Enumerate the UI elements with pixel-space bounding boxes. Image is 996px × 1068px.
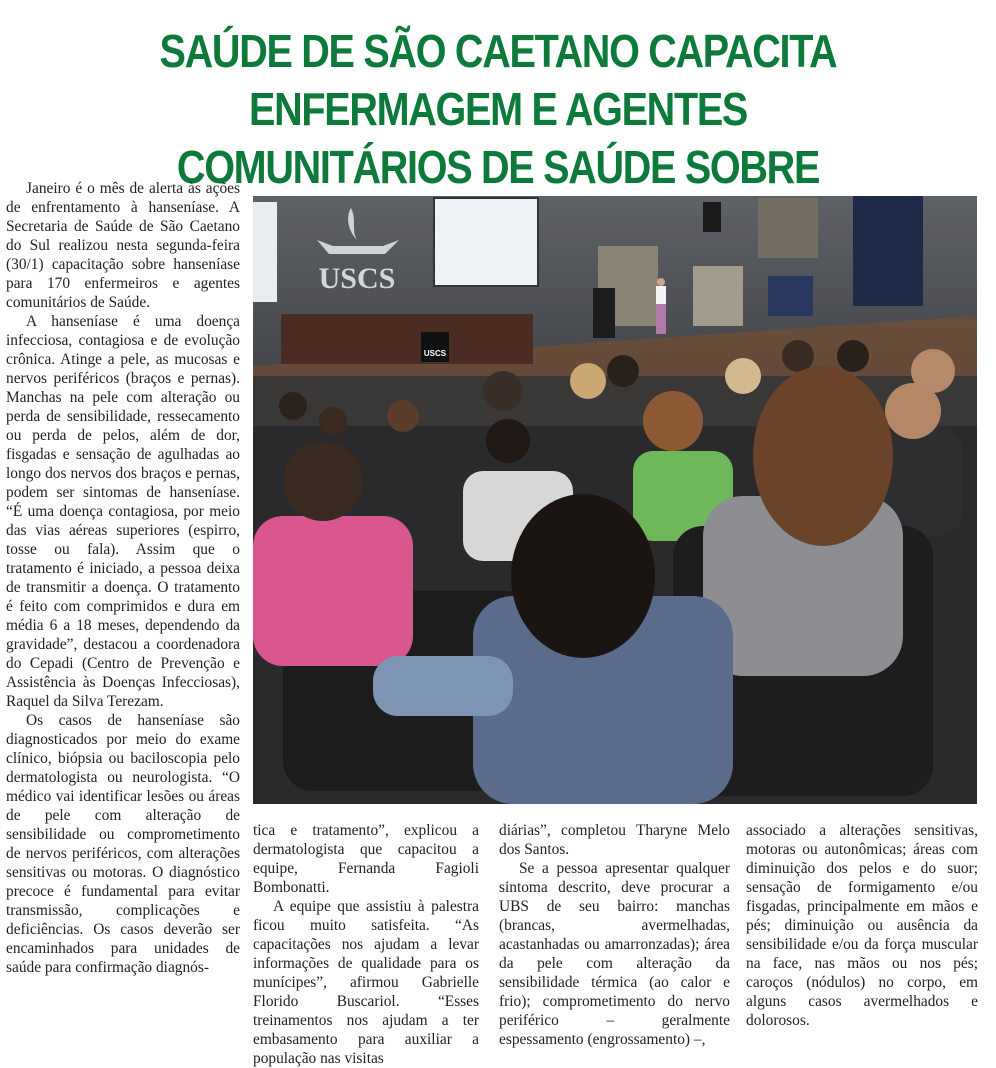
article-column-4: [746, 821, 978, 1030]
left-screen: [253, 202, 277, 302]
projection-screen: [434, 198, 538, 286]
wall-panel: [853, 196, 923, 306]
headline-line-1: SAÚDE DE SÃO CAETANO CAPACITA ENFERMAGEM E AGENTES: [159, 25, 837, 135]
article-column-1: [6, 179, 240, 977]
podium-text: USCS: [423, 349, 447, 358]
wall-panel: [768, 276, 813, 316]
speaker-box: [703, 202, 721, 232]
paragraph: A hanseníase é uma doença infecciosa, contagiosa e de evolução crônica. Atinge a pele, as mucosas e nervos periféricos (braços e pernas). Manchas na pele com alteração ou perda de sensibilidade, ressecamento ou perda de pelos, além de dor, fisgadas e sensação de agulhadas ao longo dos nervos dos braços e pernas, podem ser sintomas de hanseníase. “É uma doença contagiosa, por meio das vias aéreas superiores (espirro, tosse ou fala). Assim que o tratamento é iniciado, a pessoa deixa de transmitir a doença. O tratamento é feito com comprimidos e dura em média 6 a 18 meses, dependendo da gravidade”, destacou a coordenadora do Cepadi (Centro de Prevenção e Assistência às Doenças Infecciosas), Raquel da Silva Terezam.: [6, 313, 240, 710]
paragraph: A equipe que assistiu à palestra ficou muito satisfeita. “As capacitações nos ajudam a levar informações de qualidade para os munícipes”, afirmou Gabrielle Florido Buscariol. “Esses treinamentos nos ajudam a ter embasamento para auxiliar a população nas visitas: [253, 898, 479, 1067]
auditorium-photo: [253, 196, 977, 804]
article-column-3: [499, 821, 730, 1049]
pink-shirt: [253, 516, 413, 666]
logo-text: USCS: [318, 262, 396, 295]
paragraph: associado a alterações sensitivas, motoras ou autonômicas; áreas com diminuição dos pelos e do suor; sensação de formigamento e/ou fisgadas, principalmente em mãos e pés; diminuição ou ausência da sensibilidade e/ou da força muscular na face, nas mãos ou nos pés; caroços (nódulos) no corpo, em alguns casos avermelhados e dolorosos.: [746, 822, 978, 1029]
photo-illustration: [253, 196, 977, 804]
wall-panel: [693, 266, 743, 326]
paragraph: Os casos de hanseníase são diagnosticados por meio do exame clínico, biópsia ou baciloscopia pelo dermatologista ou neurologista. “O médico vai identificar lesões ou áreas de pele com alteração de sensibilidade ou comprometimento de nervos periféricos, com alterações sensitivas ou motoras. O diagnóstico precoce é fundamental para evitar transmissão, complicações e deficiências. Os casos deverão ser encaminhados para unidades de saúde para confirmação diagnós-: [6, 712, 240, 976]
presentation-desk: [281, 314, 533, 364]
wall-panel: [758, 198, 818, 258]
lectern: [593, 288, 615, 338]
paragraph: Se a pessoa apresentar qualquer sintoma descrito, deve procurar a UBS de seu bairro: manchas (brancas, avermelhadas, acastanhadas ou amarronzadas); área da pele com alteração da sensibilidade térmica (ao calor e frio); comprometimento do nervo periférico – geralmente espessamento (engrossamento) –,: [499, 860, 730, 1048]
speaker-person: [656, 278, 666, 334]
paragraph: Janeiro é o mês de alerta às ações de enfrentamento à hanseníase. A Secretaria de Saúde de São Caetano do Sul realizou nesta segunda-feira (30/1) capacitação sobre hanseníase para 170 enfermeiros e agentes comunitários de Saúde.: [6, 180, 240, 311]
paragraph: tica e tratamento”, explicou a dermatologista que capacitou a equipe, Fernanda Fagioli Bombonatti.: [253, 822, 479, 896]
article-column-2: [253, 821, 479, 1068]
audience: [253, 340, 977, 804]
headline-line-2: COMUNITÁRIOS DE SAÚDE SOBRE: [176, 141, 820, 193]
paragraph: diárias”, completou Tharyne Melo dos Santos.: [499, 822, 730, 858]
